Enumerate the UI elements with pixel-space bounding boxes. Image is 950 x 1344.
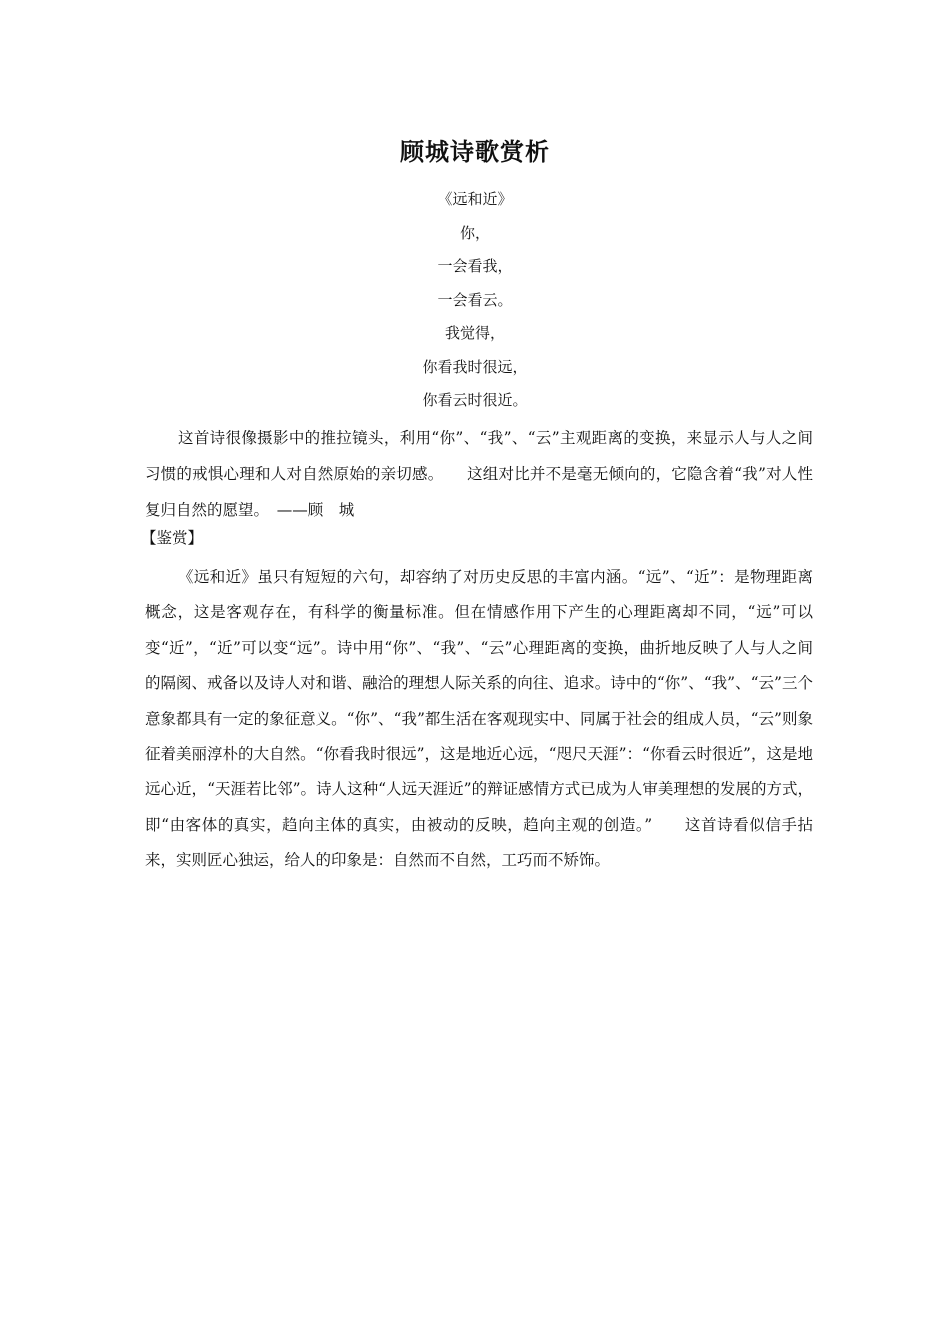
poem-line: 一会看云。	[437, 290, 513, 309]
poem	[0, 186, 950, 421]
poem-line: 一会看我，	[437, 257, 513, 275]
section-label: 【鉴赏】	[141, 529, 204, 547]
poem-line: 你，	[459, 223, 490, 242]
poem-line: 你看云时很近。	[422, 391, 528, 409]
poem-line: 我觉得，	[444, 324, 505, 342]
analysis-paragraph: 《远和近》虽只有短短的六句，却容纳了对历史反思的丰富内涵。“远”、“近”：是物理距离概念，这是客观存在，有科学的衡量标准。但在情感作用下产生的心理距离却不同，“远”可以变“近”，“近”可以变“远”。诗中用“你”、“我”、“云”心理距离的变换，曲折地反映了人与人之间的隔阂、戒备以及诗人对和谐、融洽的理想人际关系的向往、追求。诗中的“你”、“我”、“云”三个意象都具有一定的象征意义。“你”、“我”都生活在客观现实中、同属于社会的组成人员，“云”则象征着美丽淳朴的大自然。“你看我时很远”，这是地近心远，“咫尺天涯”：“你看云时很近”，这是地远心近，“天涯若比邻”。诗人这种“人远天涯近”的辩证感情方式已成为人审美理想的发展的方式，即“由客体的真实，趋向主体的真实，由被动的反映，趋向主观的创造。” 这首诗看似信手拈来，实则匠心独运，给人的印象是：自然而不自然，工巧而不矫饰。	[145, 568, 813, 870]
analysis-block	[145, 560, 813, 879]
intro-paragraph: 这首诗很像摄影中的推拉镜头，利用“你”、“我”、“云”主观距离的变换，来显示人与人之间习惯的戒惧心理和人对自然原始的亲切感。 这组对比并不是毫无倾向的，它隐含着“我”对人性复归自然的愿望。 ——顾 城	[145, 429, 813, 519]
poem-line: 你看我时很远，	[422, 357, 528, 376]
document-title: 顾城诗歌赏析	[400, 138, 550, 166]
poem-title: 《远和近》	[437, 190, 513, 208]
intro-block	[145, 420, 813, 528]
